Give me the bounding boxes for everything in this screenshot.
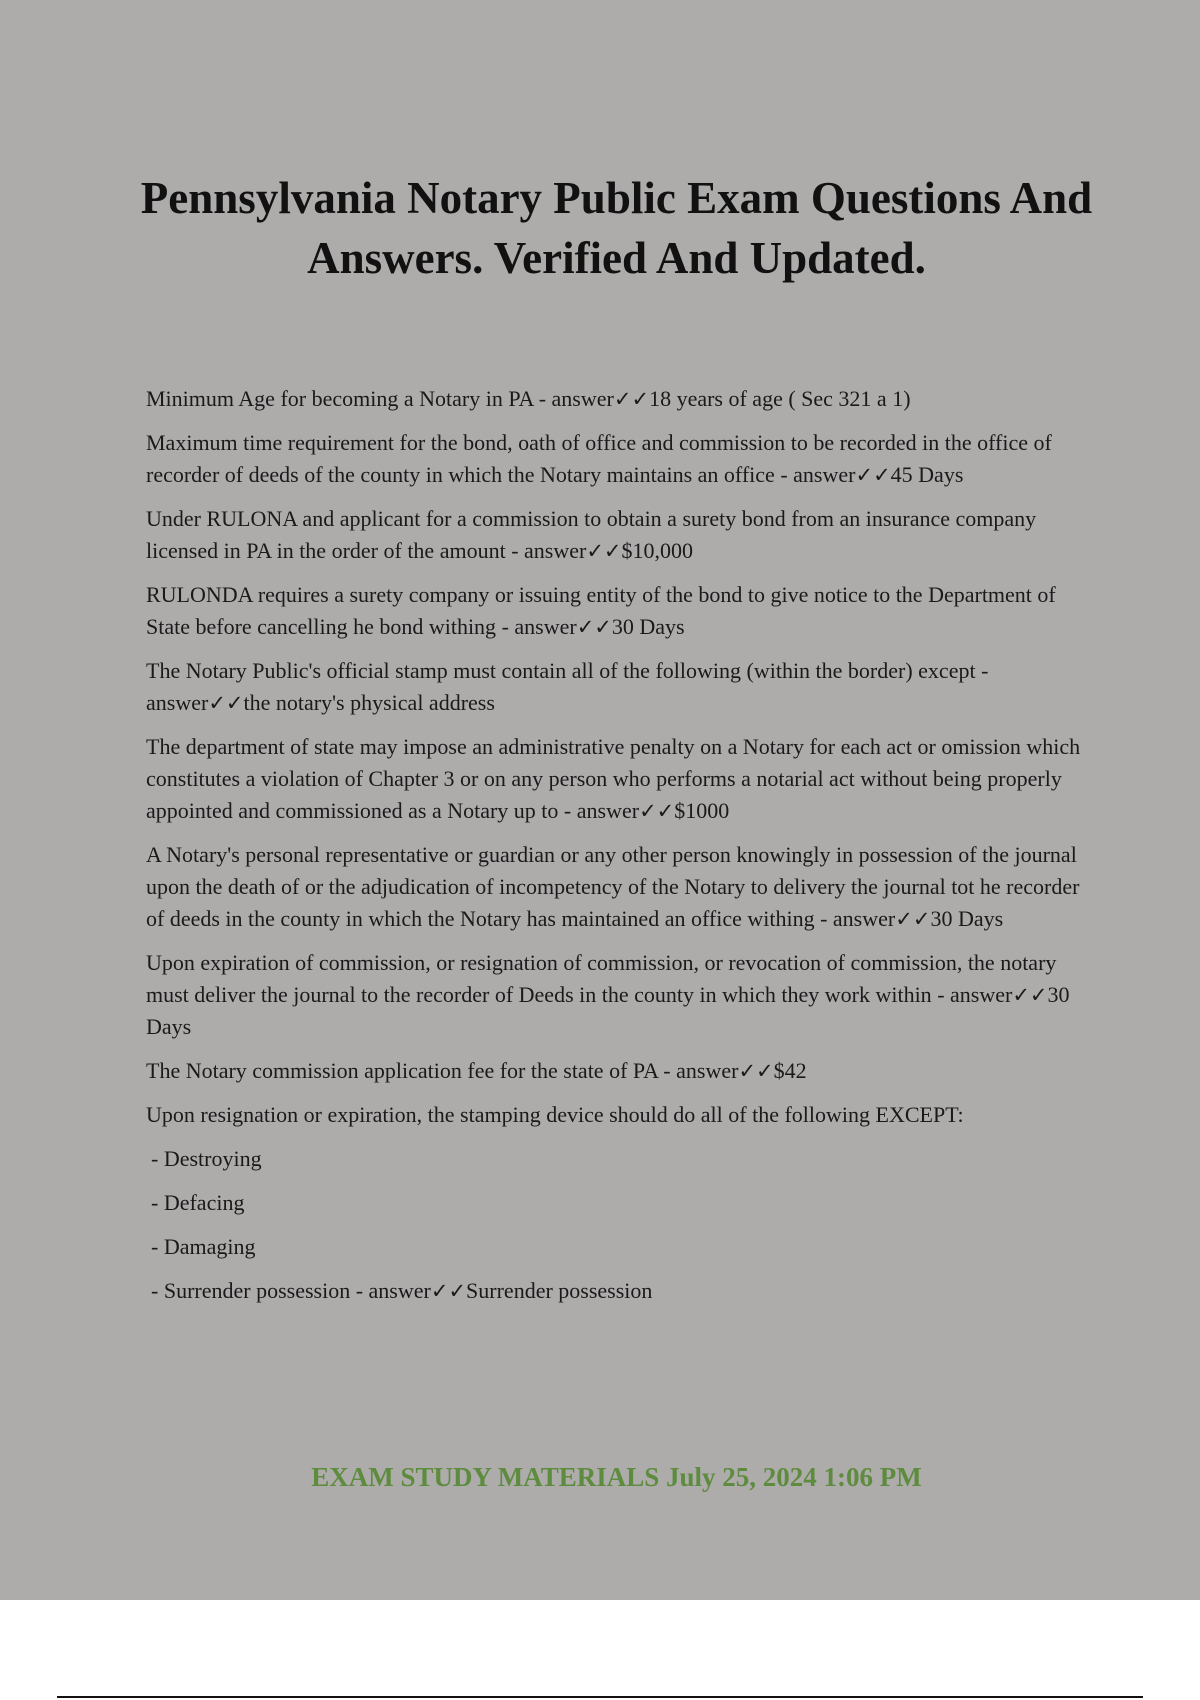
footer-timestamp	[0, 1462, 1200, 1493]
qa-item	[146, 731, 1086, 827]
question-text: Upon expiration of commission, or resignation of commission, or revocation of commission, the notary must deliver the journal to the recorder of Deeds in the county in which they work within	[146, 950, 1057, 1007]
qa-item	[146, 503, 1086, 567]
answer-separator: -	[814, 906, 833, 931]
answer-separator: -	[350, 1278, 369, 1303]
answer-label: answer	[146, 690, 209, 715]
option-item	[151, 1231, 1086, 1263]
answer-separator: -	[558, 798, 577, 823]
answer-label: answer	[514, 614, 577, 639]
answer-separator: -	[505, 538, 525, 563]
answer-value: the notary's physical address	[243, 690, 495, 715]
answer-value: 30 Days	[930, 906, 1004, 931]
option-item	[151, 1275, 1086, 1307]
qa-item	[146, 655, 1086, 719]
answer-label: answer	[368, 1278, 431, 1303]
answer-value: 30 Days	[146, 982, 1070, 1039]
answer-separator: -	[533, 386, 552, 411]
question-text: Maximum time requirement for the bond, oath of office and commission to be recorded in the office of recorder of deeds of the county in which the Notary maintains an office	[146, 430, 1052, 487]
page-bottom-rule	[57, 1696, 1143, 1698]
check-icon: ✓✓	[639, 799, 675, 823]
check-icon: ✓✓	[430, 1279, 467, 1303]
qa-item	[146, 427, 1086, 491]
answer-value: 18 years of age ( Sec 321 a 1)	[649, 386, 911, 411]
check-icon: ✓✓	[1012, 983, 1048, 1007]
answer-value: $42	[773, 1058, 807, 1083]
qa-list	[146, 383, 1086, 1319]
footer-date: July 25, 2024	[666, 1462, 817, 1492]
qa-item	[146, 839, 1086, 935]
option-item	[151, 1187, 1086, 1219]
answer-label: answer	[551, 386, 614, 411]
check-icon: ✓✓	[855, 463, 891, 487]
option-prefix: -	[151, 1278, 164, 1303]
option-text: Surrender possession	[163, 1278, 351, 1303]
qa-item	[146, 579, 1086, 643]
answer-label: answer	[832, 906, 896, 931]
option-item	[151, 1143, 1086, 1175]
answer-value: 45 Days	[890, 462, 964, 487]
check-icon: ✓✓	[208, 691, 244, 715]
question-text: Minimum Age for becoming a Notary in PA	[146, 386, 534, 411]
answer-label: answer	[676, 1058, 739, 1083]
answer-separator: -	[774, 462, 794, 487]
question-text: Under RULONA and applicant for a commission to obtain a surety bond from an insurance company licensed in PA in the order of the amount	[146, 506, 1037, 563]
answer-separator: -	[931, 982, 951, 1007]
question-text: Upon resignation or expiration, the stamping device should do all of the following EXCEPT:	[146, 1102, 964, 1127]
option-prefix: -	[151, 1190, 164, 1215]
qa-item	[146, 1055, 1086, 1087]
option-prefix: -	[151, 1234, 164, 1259]
option-text: Damaging	[163, 1234, 256, 1259]
footer-label: EXAM STUDY MATERIALS	[311, 1462, 660, 1492]
answer-value: Surrender possession	[466, 1278, 653, 1303]
option-prefix: -	[151, 1146, 164, 1171]
option-text: Defacing	[163, 1190, 245, 1215]
check-icon: ✓✓	[895, 907, 931, 931]
qa-item	[146, 947, 1086, 1043]
check-icon: ✓✓	[576, 615, 612, 639]
option-text: Destroying	[163, 1146, 262, 1171]
check-icon: ✓✓	[586, 539, 622, 563]
footer-time: 1:06 PM	[823, 1462, 922, 1492]
document-title: Pennsylvania Notary Public Exam Questions And Answers. Verified And Updated.	[140, 173, 1093, 283]
qa-item	[146, 383, 1086, 415]
question-text: The Notary Public's official stamp must contain all of the following (within the border) except	[146, 658, 976, 683]
answer-value: $1000	[674, 798, 730, 823]
answer-separator: -	[657, 1058, 677, 1083]
final-question	[146, 1099, 1086, 1131]
answer-label: answer	[950, 982, 1013, 1007]
answer-label: answer	[524, 538, 587, 563]
check-icon: ✓✓	[738, 1059, 774, 1083]
check-icon: ✓✓	[613, 387, 650, 411]
answer-value: 30 Days	[611, 614, 685, 639]
question-text: The department of state may impose an administrative penalty on a Notary for each act or omission which constitutes a violation of Chapter 3 or on any person who performs a notarial act without being properly appointed and commissioned as a Notary up to	[146, 734, 1081, 823]
question-text: RULONDA requires a surety company or issuing entity of the bond to give notice to the Department of State before cancelling he bond withing	[146, 582, 1056, 639]
answer-label: answer	[793, 462, 856, 487]
answer-separator: -	[975, 658, 989, 683]
answer-label: answer	[576, 798, 640, 823]
answer-value: $10,000	[621, 538, 694, 563]
question-text: The Notary commission application fee for the state of PA	[146, 1058, 658, 1083]
answer-separator: -	[496, 614, 515, 639]
question-text: A Notary's personal representative or guardian or any other person knowingly in possession of the journal upon the death of or the adjudication of incompetency of the Notary to delivery the journal tot he recorder of deeds in the county in which the Notary has maintained an office withing	[146, 842, 1080, 931]
